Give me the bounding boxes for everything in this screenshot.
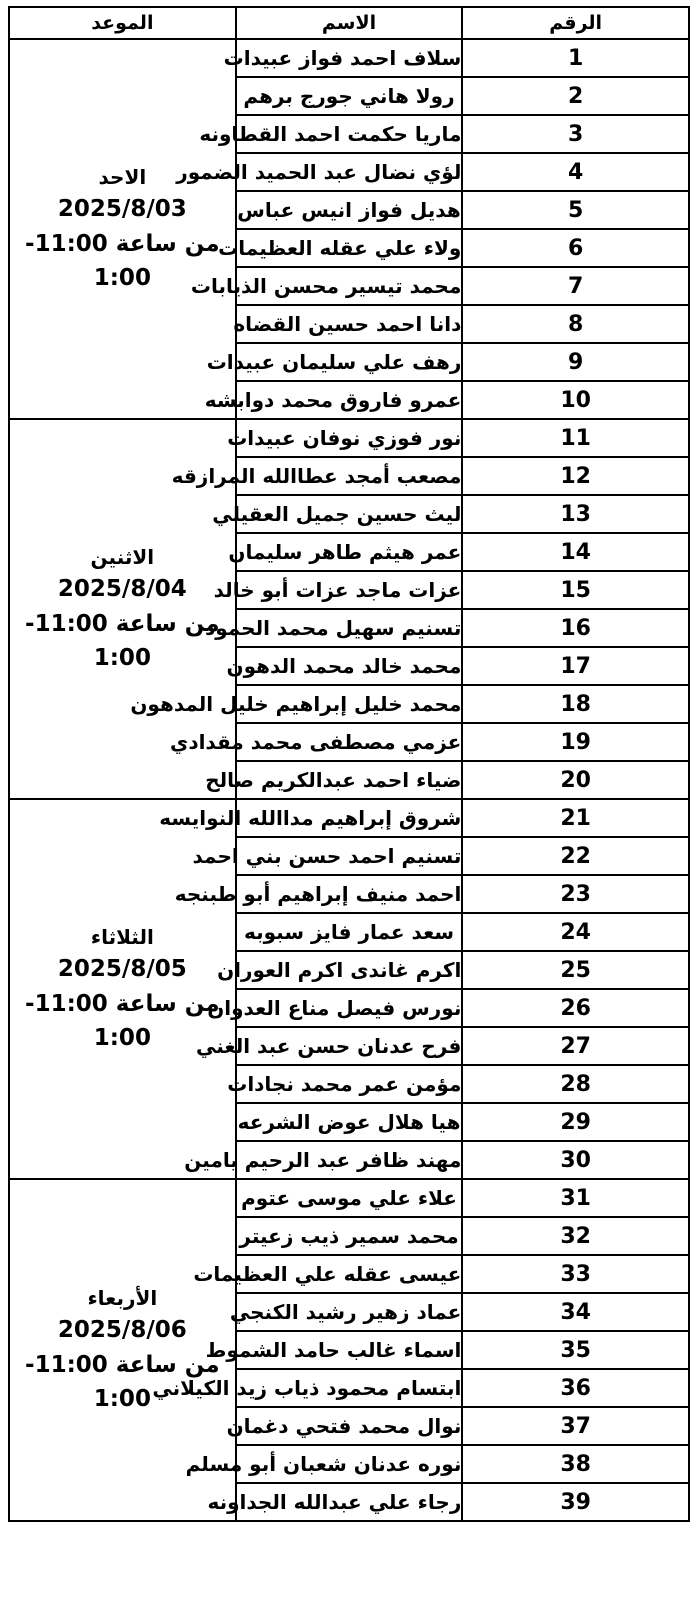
row-name: عزمي مصطفى محمد مقدادي: [236, 723, 463, 761]
row-name: عيسى عقله علي العظيمات: [236, 1255, 463, 1293]
row-name: ولاء علي عقله العظيمات: [236, 229, 463, 267]
appointment-time: من ساعة 11:00-1:00: [25, 230, 220, 292]
appointment-date: 2025/8/04: [57, 576, 187, 603]
row-number: 24: [462, 913, 689, 951]
table-row: [9, 39, 689, 77]
appointment-time: من ساعة 11:00-1:00: [25, 610, 220, 672]
row-name: نور فوزي نوفان عبيدات: [236, 419, 463, 457]
row-name: رهف علي سليمان عبيدات: [236, 343, 463, 381]
row-number: 16: [462, 609, 689, 647]
row-number: 10: [462, 381, 689, 419]
row-name: محمد سمير ذيب زعيتر: [236, 1217, 463, 1255]
row-name: عزات ماجد عزات أبو خالد: [236, 571, 463, 609]
row-number: 36: [462, 1369, 689, 1407]
row-name: اكرم غاندى اكرم العوران: [236, 951, 463, 989]
table-row: [9, 799, 689, 837]
row-name: ليث حسين جميل العقيلي: [236, 495, 463, 533]
row-number: 14: [462, 533, 689, 571]
row-number: 25: [462, 951, 689, 989]
row-number: 19: [462, 723, 689, 761]
row-number: 18: [462, 685, 689, 723]
row-number: 15: [462, 571, 689, 609]
row-name: سعد عمار فايز سبوبه: [236, 913, 463, 951]
row-name: مصعب أمجد عطاالله المرازقه: [236, 457, 463, 495]
row-number: 1: [462, 39, 689, 77]
row-number: 39: [462, 1483, 689, 1521]
row-number: 13: [462, 495, 689, 533]
row-name: ماريا حكمت احمد القطاونه: [236, 115, 463, 153]
row-name: عماد زهير رشيد الكنجي: [236, 1293, 463, 1331]
appointment-day: الثلاثاء: [90, 925, 154, 950]
row-name: رجاء علي عبدالله الجداونه: [236, 1483, 463, 1521]
row-name: ابتسام محمود ذياب زيد الكيلاني: [236, 1369, 463, 1407]
row-name: مهند ظافر عبد الرحيم يامين: [236, 1141, 463, 1179]
row-number: 4: [462, 153, 689, 191]
appointment-time: من ساعة 11:00-1:00: [25, 1351, 220, 1413]
schedule-body: [9, 39, 689, 1521]
row-name: دانا احمد حسين القضاه: [236, 305, 463, 343]
appointment-date: 2025/8/03: [57, 196, 187, 223]
row-name: هيا هلال عوض الشرعه: [236, 1103, 463, 1141]
row-number: 28: [462, 1065, 689, 1103]
row-number: 30: [462, 1141, 689, 1179]
row-number: 6: [462, 229, 689, 267]
row-name: عمرو فاروق محمد دوابشه: [236, 381, 463, 419]
row-number: 2: [462, 77, 689, 115]
row-number: 7: [462, 267, 689, 305]
row-name: رولا هاني جورج برهم: [236, 77, 463, 115]
row-name: هديل فواز انيس عباس: [236, 191, 463, 229]
table-row: [9, 1179, 689, 1217]
header-number: الرقم: [462, 7, 689, 39]
row-number: 17: [462, 647, 689, 685]
row-name: اسماء غالب حامد الشموط: [236, 1331, 463, 1369]
row-name: نوال محمد فتحي دغمان: [236, 1407, 463, 1445]
appointment-time: من ساعة 11:00-1:00: [25, 990, 220, 1052]
row-number: 35: [462, 1331, 689, 1369]
row-number: 9: [462, 343, 689, 381]
row-name: علاء علي موسى عتوم: [236, 1179, 463, 1217]
row-name: مؤمن عمر محمد نجادات: [236, 1065, 463, 1103]
appointment-date: 2025/8/06: [57, 1317, 187, 1344]
row-name: محمد خالد محمد الدهون: [236, 647, 463, 685]
table-row: [9, 419, 689, 457]
row-name: محمد خليل إبراهيم خليل المدهون: [236, 685, 463, 723]
row-name: لؤي نضال عبد الحميد الضمور: [236, 153, 463, 191]
row-name: ضياء احمد عبدالكريم صالح: [236, 761, 463, 799]
row-number: 12: [462, 457, 689, 495]
schedule-table: [8, 6, 690, 1522]
row-number: 33: [462, 1255, 689, 1293]
row-number: 31: [462, 1179, 689, 1217]
row-name: تسنيم سهيل محمد الحمود: [236, 609, 463, 647]
row-number: 23: [462, 875, 689, 913]
row-name: سلاف احمد فواز عبيدات: [236, 39, 463, 77]
appointment-date: 2025/8/05: [57, 956, 187, 983]
row-name: تسنيم احمد حسن بني احمد: [236, 837, 463, 875]
row-name: عمر هيثم طاهر سليمان: [236, 533, 463, 571]
row-number: 38: [462, 1445, 689, 1483]
row-number: 27: [462, 1027, 689, 1065]
row-name: فرح عدنان حسن عبد الغني: [236, 1027, 463, 1065]
header-row: [9, 7, 689, 39]
appointment-day: الأربعاء: [87, 1286, 158, 1311]
header-appointment: الموعد: [9, 7, 236, 39]
row-name: نورس فيصل مناع العدوان: [236, 989, 463, 1027]
row-number: 3: [462, 115, 689, 153]
row-number: 8: [462, 305, 689, 343]
appointment-cell: [9, 39, 236, 419]
appointment-day: الاثنين: [90, 545, 155, 570]
row-number: 20: [462, 761, 689, 799]
row-number: 21: [462, 799, 689, 837]
row-name: محمد تيسير محسن الذيابات: [236, 267, 463, 305]
row-number: 11: [462, 419, 689, 457]
row-name: شروق إبراهيم مداالله النوايسه: [236, 799, 463, 837]
header-name: الاسم: [236, 7, 463, 39]
row-name: احمد منيف إبراهيم أبو طبنجه: [236, 875, 463, 913]
row-number: 37: [462, 1407, 689, 1445]
appointment-day: الاحد: [98, 165, 147, 190]
row-number: 5: [462, 191, 689, 229]
row-name: نوره عدنان شعبان أبو مسلم: [236, 1445, 463, 1483]
row-number: 29: [462, 1103, 689, 1141]
row-number: 32: [462, 1217, 689, 1255]
row-number: 34: [462, 1293, 689, 1331]
row-number: 22: [462, 837, 689, 875]
row-number: 26: [462, 989, 689, 1027]
